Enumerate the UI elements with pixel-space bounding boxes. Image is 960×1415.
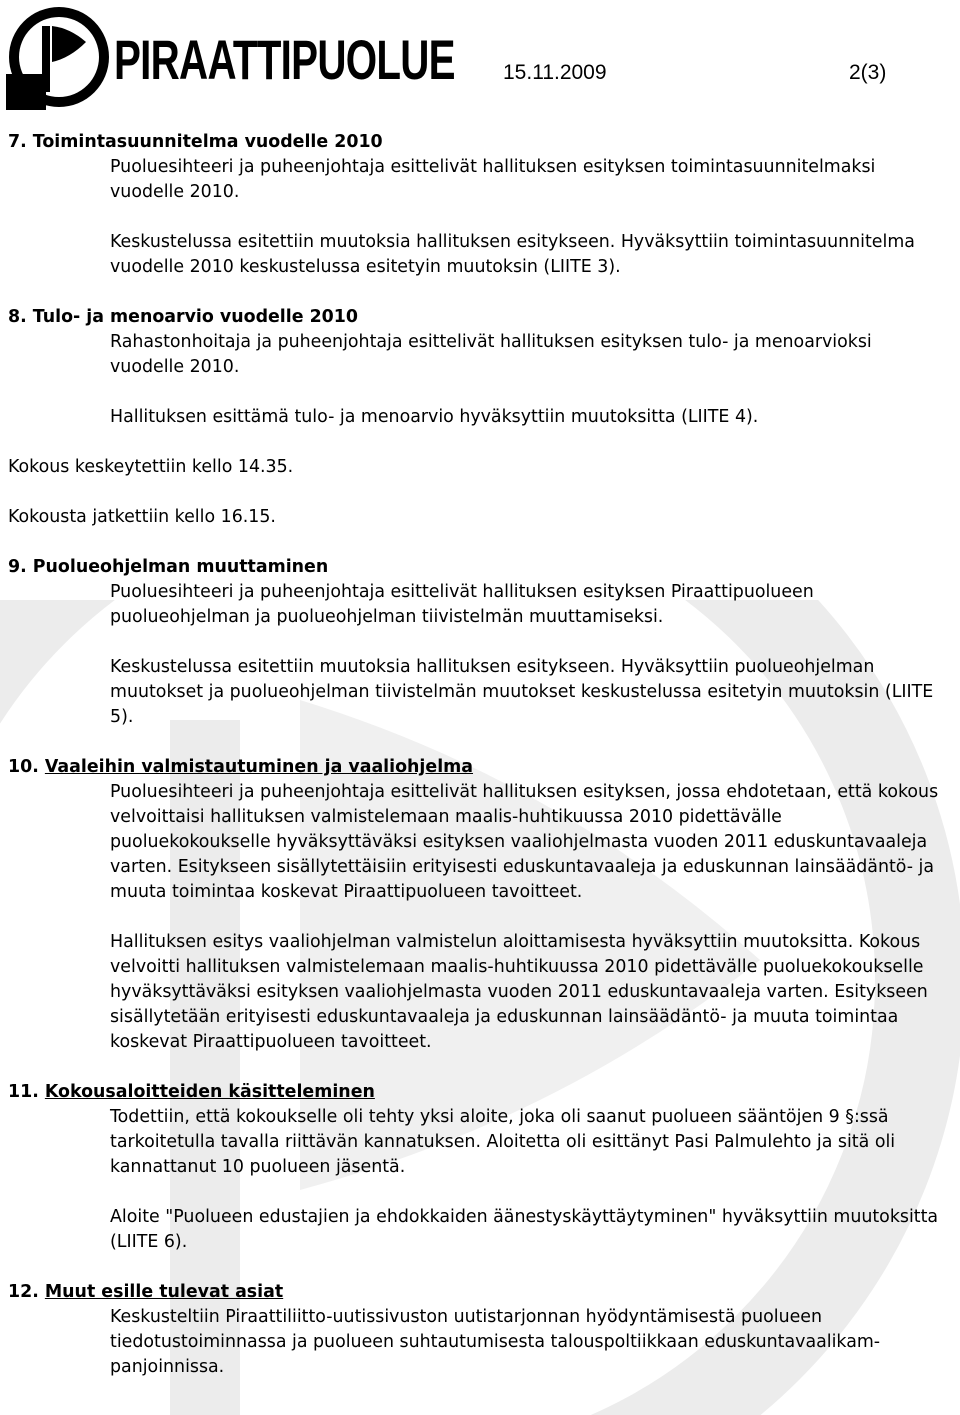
section-7-paragraph-2: Keskustelussa esitettiin muutoksia hallituksen esitykseen. Hyväksyttiin toimintasuunnitelma vuodelle 2010 keskustelussa esitetyin muutoksin (LIITE 3).	[110, 232, 915, 277]
section-9-paragraph-1: Puoluesihteeri ja puheenjohtaja esittelivät hallituksen esityksen Piraattipuolueen puolueohjelman ja puolueohjelman tiivistelmän muuttamiseksi.	[110, 582, 814, 627]
page-header	[0, 0, 960, 120]
section-12-heading	[8, 1280, 283, 1305]
pirate-flag-icon	[6, 4, 112, 110]
section-title: Puolueohjelman muuttaminen	[32, 557, 329, 577]
section-11-paragraph-1: Todettiin, että kokoukselle oli tehty yksi aloite, joka oli saanut puolueen sääntöjen 9 §:ssä tarkoitetulla tavalla riittävän kannatuksen. Aloitetta oli esittänyt Pasi Palmulehto ja sitä oli kannattanut 10 puolueen jäsentä.	[110, 1107, 896, 1177]
section-title: Vaaleihin valmistautuminen ja vaaliohjelma	[44, 757, 474, 777]
page-number: 2(3)	[849, 61, 887, 84]
section-number: 7.	[8, 132, 27, 152]
section-10-paragraph-2: Hallituksen esitys vaaliohjelman valmistelun aloittamisesta hyväksyttiin muutoksitta. Kokous velvoitti hallituksen valmistelemaan maalis-huhtikuussa 2010 pidettävälle puoluekokoukselle hyväksyttäväksi esityksen vaaliohjelmasta vuoden 2011 eduskuntavaaleja varten. Esitykseen sisällytetään erityisesti eduskuntavaaleja ja eduskunnan lainsäädäntö- ja muuta toimintaa koskevat Piraattipuolueen tavoitteet.	[110, 932, 928, 1052]
section-11-heading	[8, 1080, 375, 1105]
section-8-heading	[8, 305, 358, 330]
section-number: 8.	[8, 307, 27, 327]
meeting-break-note: Kokous keskeytettiin kello 14.35.	[8, 457, 294, 477]
section-title: Kokousaloitteiden käsitteleminen	[44, 1082, 375, 1102]
section-8-paragraph-1: Rahastonhoitaja ja puheenjohtaja esittelivät hallituksen esityksen tulo- ja menoarvioksi vuodelle 2010.	[110, 332, 872, 377]
meeting-resume-note: Kokousta jatkettiin kello 16.15.	[8, 507, 276, 527]
section-title: Toimintasuunnitelma vuodelle 2010	[32, 132, 383, 152]
section-8-paragraph-2: Hallituksen esittämä tulo- ja menoarvio hyväksyttiin muutoksitta (LIITE 4).	[110, 407, 759, 427]
section-title: Tulo- ja menoarvio vuodelle 2010	[32, 307, 358, 327]
document-date: 15.11.2009	[503, 61, 607, 84]
section-11-paragraph-2: Aloite "Puolueen edustajien ja ehdokkaiden äänestyskäyttäytyminen" hyväksyttiin muutoksitta (LIITE 6).	[110, 1207, 939, 1252]
section-10-heading	[8, 755, 473, 780]
section-9-heading	[8, 555, 328, 580]
section-10-paragraph-1: Puoluesihteeri ja puheenjohtaja esittelivät hallituksen esityksen, jossa ehdotetaan, että kokous velvoittaisi hallituksen valmistelemaan maalis-huhtikuussa 2010 pidettävälle puoluekokoukselle hyväksyttäväksi esityksen vaaliohjelmasta vuoden 2011 eduskuntavaaleja varten. Esitykseen sisällytettäisiin erityisesti eduskuntavaaleja ja eduskunnan lainsäädäntö- ja muuta toimintaa koskevat Piraattipuolueen tavoitteet.	[110, 782, 939, 902]
section-number: 12.	[8, 1282, 39, 1302]
section-number: 9.	[8, 557, 27, 577]
section-7-paragraph-1: Puoluesihteeri ja puheenjohtaja esittelivät hallituksen esityksen toimintasuunnitelmaksi vuodelle 2010.	[110, 157, 876, 202]
section-9-paragraph-2: Keskustelussa esitettiin muutoksia hallituksen esitykseen. Hyväksyttiin puolueohjelman muutokset ja puolueohjelman tiivistelmän muutokset keskustelussa esitetyin muutoksin (LIITE 5).	[110, 657, 934, 727]
section-title: Muut esille tulevat asiat	[44, 1282, 284, 1302]
section-number: 11.	[8, 1082, 39, 1102]
section-12-paragraph-1: Keskusteltiin Piraattiliitto-uutissivuston uutistarjonnan hyödyntämisestä puolueen tiedotustoiminnassa ja puolueen suhtautumisesta talouspoltiikkaan eduskuntavaalikam-panjoinnissa.	[110, 1307, 881, 1377]
brand-name: PIRAATTIPUOLUE	[114, 28, 455, 91]
section-7-heading	[8, 130, 383, 155]
section-number: 10.	[8, 757, 39, 777]
